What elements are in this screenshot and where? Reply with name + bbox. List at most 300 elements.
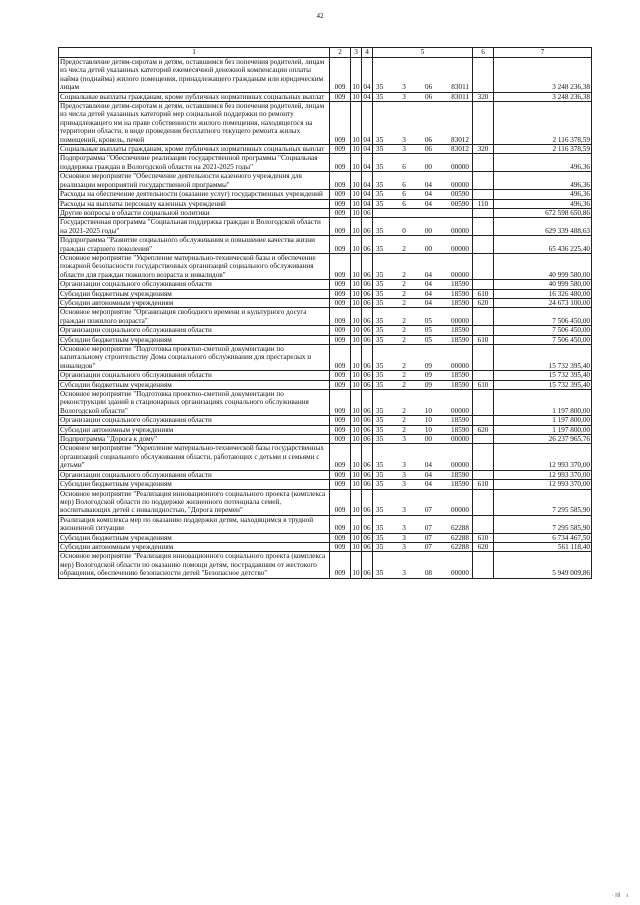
measure-code: 04 <box>424 190 432 199</box>
expense-type-code <box>473 236 494 254</box>
row-name: Основное мероприятие "Организация свободного времени и культурного досуга граждан пожилого возраста" <box>59 308 330 326</box>
expense-type-code: 620 <box>473 298 494 307</box>
expense-type-code <box>473 154 494 172</box>
amount: 15 732 395,40 <box>494 371 592 380</box>
row-name: Другие вопросы в области социальной политики <box>59 208 330 217</box>
row-name: Организации социального обслуживания области <box>59 326 330 335</box>
amount: 40 999 580,00 <box>494 253 592 279</box>
amount: 2 116 378,59 <box>494 102 592 145</box>
expense-type-code <box>473 489 494 515</box>
program-code: 35 <box>376 270 384 279</box>
row-name: Подпрограмма "Дорога к дому" <box>59 435 330 444</box>
row-name: Государственная программа "Социальная поддержка граждан в Вологодской области на 2021-2025 годы" <box>59 218 330 236</box>
target-article-parts <box>374 163 471 171</box>
amount: 7 295 585,90 <box>494 489 592 515</box>
amount: 12 993 370,00 <box>494 480 592 489</box>
amount: 12 993 370,00 <box>494 444 592 470</box>
program-code: 35 <box>376 506 384 515</box>
subsection-code: 06 <box>362 236 373 254</box>
row-name: Расходы на обеспечение деятельности (оказание услуг) государственных учреждений <box>59 190 330 199</box>
target-article-parts <box>374 93 471 101</box>
amount: 1 197 800,00 <box>494 390 592 416</box>
amount: 496,36 <box>494 154 592 172</box>
row-name: Основное мероприятие "Подготовка проектно-сметной документации по реконструкции зданий в стационарных организациях социального обслуживания Вологодской области" <box>59 390 330 416</box>
subsection-code: 06 <box>363 298 371 307</box>
measure-code: 08 <box>424 569 432 578</box>
subsection-code: 06 <box>363 425 371 434</box>
expense-type-code <box>473 326 494 335</box>
ministry-code: 009 <box>330 199 351 208</box>
expense-type-code <box>473 416 494 425</box>
target-article-code <box>373 218 473 236</box>
target-article-parts <box>374 534 471 542</box>
ministry-code: 009 <box>330 335 351 344</box>
measure-code: 05 <box>424 326 432 335</box>
measure-code: 04 <box>424 289 432 298</box>
target-article-parts <box>374 290 471 298</box>
measure-code: 06 <box>424 145 432 154</box>
measure-code: 00 <box>424 244 432 253</box>
target-article-parts <box>374 336 471 344</box>
target-article-code <box>373 542 473 551</box>
subsection-code: 06 <box>363 280 371 289</box>
expense-type-code <box>473 444 494 470</box>
row-name: Расходы на выплаты персоналу казенных учреждений <box>59 199 330 208</box>
target-article-code <box>373 444 473 470</box>
subsection-code: 04 <box>363 145 371 154</box>
subprogram-code: 3 <box>402 533 406 542</box>
program-code: 35 <box>376 470 384 479</box>
direction-code: 62288 <box>451 533 469 542</box>
target-article-parts <box>374 506 471 514</box>
subprogram-code: 2 <box>402 316 406 325</box>
direction-code: 00000 <box>451 244 469 253</box>
measure-code: 07 <box>424 524 432 533</box>
target-article-parts <box>374 280 471 288</box>
row-name: Субсидии бюджетным учреждениям <box>59 380 330 389</box>
subprogram-code: 2 <box>402 298 406 307</box>
table-row <box>59 480 592 489</box>
amount: 26 237 965,76 <box>494 435 592 444</box>
measure-code: 04 <box>424 199 432 208</box>
table-row <box>59 470 592 479</box>
target-article-code <box>373 92 473 101</box>
subsection-code: 06 <box>363 542 371 551</box>
expense-type-code <box>473 515 494 533</box>
expense-type-code <box>473 280 494 289</box>
measure-code: 09 <box>424 380 432 389</box>
target-article-parts <box>374 190 471 198</box>
subprogram-code: 3 <box>402 524 406 533</box>
row-name: Предоставление детям-сиротам и детям, оставшимся без попечения родителей, лицам из числа детей указанных категорий ежемесячной денежной компенсации оплаты найма (поднайма) жилого помещения, принадлежащего гражданам или юридическим лицам <box>59 58 330 93</box>
col-header-6: 6 <box>473 48 494 58</box>
direction-code: 18590 <box>451 335 469 344</box>
expense-type-code <box>473 218 494 236</box>
row-name: Субсидии бюджетным учреждениям <box>59 335 330 344</box>
program-code: 35 <box>376 425 384 434</box>
target-article-code <box>373 145 473 154</box>
subprogram-code: 2 <box>402 380 406 389</box>
expense-type-code <box>473 253 494 279</box>
ministry-code: 009 <box>330 145 351 154</box>
amount: 561 118,40 <box>494 542 592 551</box>
target-article-code <box>373 154 473 172</box>
subsection-code: 06 <box>363 416 371 425</box>
amount: 496,36 <box>494 172 592 190</box>
program-code: 35 <box>376 335 384 344</box>
target-article-code <box>373 470 473 479</box>
program-code: 35 <box>376 145 384 154</box>
program-code: 35 <box>376 524 384 533</box>
table-row <box>59 199 592 208</box>
section-code: 10 <box>351 253 362 279</box>
subprogram-code: 2 <box>402 280 406 289</box>
subsection-code: 06 <box>362 489 373 515</box>
direction-code: 83012 <box>451 135 469 144</box>
amount: 12 993 370,00 <box>494 470 592 479</box>
col-header-1: 1 <box>59 48 330 58</box>
table-row <box>59 289 592 298</box>
measure-code: 05 <box>424 316 432 325</box>
target-article-parts <box>374 461 471 469</box>
program-code: 35 <box>376 326 384 335</box>
target-article-code <box>373 289 473 298</box>
subprogram-code: 6 <box>402 199 406 208</box>
target-article-code <box>373 480 473 489</box>
target-article-parts <box>374 271 471 279</box>
row-name: Субсидии автономным учреждениям <box>59 542 330 551</box>
target-article-code <box>373 416 473 425</box>
program-code: 35 <box>376 533 384 542</box>
target-article-parts <box>374 524 471 532</box>
measure-code: 04 <box>424 461 432 470</box>
table-row <box>59 102 592 145</box>
program-code: 35 <box>376 180 384 189</box>
table-row <box>59 208 592 217</box>
subprogram-code: 3 <box>402 92 406 101</box>
direction-code: 62288 <box>451 524 469 533</box>
target-article-code <box>373 533 473 542</box>
expense-type-code <box>473 470 494 479</box>
program-code: 35 <box>376 190 384 199</box>
measure-code: 10 <box>424 425 432 434</box>
target-article-parts <box>374 569 471 577</box>
measure-code: 07 <box>424 542 432 551</box>
target-article-parts <box>374 543 471 551</box>
subprogram-code: 6 <box>402 162 406 171</box>
header-row <box>59 48 592 58</box>
measure-code: 04 <box>424 298 432 307</box>
ministry-code: 009 <box>330 326 351 335</box>
section-code: 10 <box>351 154 362 172</box>
target-article-parts <box>374 435 471 443</box>
table-row <box>59 335 592 344</box>
footer-mark: · ‖‖‖ ı <box>611 893 628 899</box>
measure-code: 06 <box>425 83 433 92</box>
table-row <box>59 280 592 289</box>
subsection-code: 04 <box>363 190 371 199</box>
subsection-code: 06 <box>363 480 371 489</box>
ministry-code: 009 <box>330 308 351 326</box>
table-row <box>59 92 592 101</box>
ministry-code: 009 <box>330 552 351 578</box>
col-header-3: 3 <box>351 48 362 58</box>
section-code: 10 <box>352 289 360 298</box>
table-row <box>59 425 592 434</box>
expense-type-code: 110 <box>473 199 494 208</box>
row-name: Субсидии бюджетным учреждениям <box>59 289 330 298</box>
subsection-code: 06 <box>363 289 371 298</box>
row-name: Социальные выплаты гражданам, кроме публичных нормативных социальных выплат <box>59 145 330 154</box>
target-article-code <box>373 489 473 515</box>
budget-table <box>58 47 592 579</box>
subsection-code: 06 <box>362 444 373 470</box>
amount: 1 197 800,00 <box>494 416 592 425</box>
program-code: 35 <box>376 199 384 208</box>
ministry-code: 009 <box>330 435 351 444</box>
subprogram-code: 3 <box>402 145 406 154</box>
expense-type-code <box>473 552 494 578</box>
direction-code: 00000 <box>451 361 469 370</box>
target-article-code <box>373 552 473 578</box>
measure-code: 07 <box>424 506 432 515</box>
subprogram-code: 3 <box>402 480 406 489</box>
amount: 15 732 395,40 <box>494 345 592 371</box>
table-row <box>59 380 592 389</box>
target-article-code <box>373 253 473 279</box>
expense-type-code <box>473 345 494 371</box>
measure-code: 00 <box>424 162 432 171</box>
measure-code: 10 <box>424 406 432 415</box>
subprogram-code: 3 <box>402 435 406 444</box>
table-row <box>59 154 592 172</box>
direction-code: 18590 <box>451 416 469 425</box>
measure-code: 06 <box>424 135 432 144</box>
target-article-code <box>373 390 473 416</box>
direction-code: 00000 <box>451 270 469 279</box>
direction-code: 00000 <box>451 180 469 189</box>
row-name: Основное мероприятие "Укрепление материально-технической базы и обеспечение пожарной безопасности государственных организаций социального обслуживания области для граждан пожилого возраста и инвалидов" <box>59 253 330 279</box>
target-article-code <box>373 380 473 389</box>
table-row <box>59 444 592 470</box>
target-article-parts <box>374 136 471 144</box>
section-code: 10 <box>352 470 360 479</box>
expense-type-code <box>473 102 494 145</box>
expense-type-code <box>473 190 494 199</box>
section-code: 10 <box>352 480 360 489</box>
target-article-parts <box>374 371 471 379</box>
target-article-parts <box>374 480 471 488</box>
ministry-code: 009 <box>330 208 351 217</box>
expense-type-code: 320 <box>473 92 494 101</box>
subprogram-code: 3 <box>402 542 406 551</box>
amount: 40 999 580,00 <box>494 280 592 289</box>
direction-code: 83011 <box>451 83 469 92</box>
section-code: 10 <box>352 371 360 380</box>
expense-type-code: 610 <box>473 480 494 489</box>
target-article-code <box>373 208 473 217</box>
target-article-code <box>373 172 473 190</box>
direction-code: 18590 <box>451 289 469 298</box>
page-number: 42 <box>316 12 324 20</box>
amount: 65 436 225,40 <box>494 236 592 254</box>
amount: 1 197 800,00 <box>494 425 592 434</box>
ministry-code: 009 <box>330 190 351 199</box>
row-name: Социальные выплаты гражданам, кроме публичных нормативных социальных выплат <box>59 92 330 101</box>
table-row <box>59 326 592 335</box>
table-row <box>59 253 592 279</box>
ministry-code: 009 <box>330 515 351 533</box>
program-code: 35 <box>376 280 384 289</box>
table-row <box>59 298 592 307</box>
measure-code: 09 <box>424 371 432 380</box>
target-article-parts <box>374 299 471 307</box>
program-code: 35 <box>376 569 384 578</box>
section-code: 10 <box>352 335 360 344</box>
direction-code: 00590 <box>451 199 469 208</box>
amount: 6 734 467,50 <box>494 533 592 542</box>
amount: 5 949 009,86 <box>494 552 592 578</box>
target-article-parts <box>374 471 471 479</box>
row-name: Основное мероприятие "Укрепление материально-технической базы государственных организаций социального обслуживания области, работающих с детьми и семьями с детьми" <box>59 444 330 470</box>
amount: 3 248 236,38 <box>494 92 592 101</box>
program-code: 35 <box>376 406 384 415</box>
ministry-code: 009 <box>330 102 351 145</box>
subsection-code: 06 <box>362 390 373 416</box>
direction-code: 18590 <box>451 326 469 335</box>
col-header-4: 4 <box>362 48 373 58</box>
ministry-code: 009 <box>330 480 351 489</box>
measure-code: 05 <box>424 335 432 344</box>
row-name: Подпрограмма "Обеспечение реализации государственной программы "Социальная поддержка граждан в Вологодской области на 2021-2025 годы" <box>59 154 330 172</box>
subsection-code: 06 <box>363 533 371 542</box>
program-code: 35 <box>376 298 384 307</box>
ministry-code: 009 <box>330 92 351 101</box>
subprogram-code: 2 <box>402 371 406 380</box>
program-code: 35 <box>376 542 384 551</box>
subsection-code: 06 <box>362 515 373 533</box>
program-code: 35 <box>376 461 384 470</box>
target-article-code <box>373 435 473 444</box>
section-code: 10 <box>351 102 362 145</box>
direction-code: 62288 <box>451 542 469 551</box>
target-article-code <box>373 298 473 307</box>
table-row <box>59 533 592 542</box>
program-code: 35 <box>376 162 384 171</box>
row-name: Субсидии бюджетным учреждениям <box>59 480 330 489</box>
row-name: Организации социального обслуживания области <box>59 371 330 380</box>
section-code: 10 <box>352 92 360 101</box>
section-code: 10 <box>351 236 362 254</box>
ministry-code: 009 <box>330 172 351 190</box>
expense-type-code <box>473 58 494 93</box>
ministry-code: 009 <box>330 253 351 279</box>
table-row <box>59 371 592 380</box>
amount: 7 506 450,00 <box>494 335 592 344</box>
direction-code: 18590 <box>451 380 469 389</box>
table-row <box>59 308 592 326</box>
subprogram-code: 2 <box>402 244 406 253</box>
ministry-code: 009 <box>330 470 351 479</box>
direction-code: 00000 <box>451 435 469 444</box>
amount: 7 295 585,90 <box>494 515 592 533</box>
subsection-code: 04 <box>362 172 373 190</box>
table-row <box>59 515 592 533</box>
target-article-parts <box>374 381 471 389</box>
expense-type-code <box>473 371 494 380</box>
section-code: 10 <box>351 345 362 371</box>
target-article-parts <box>374 145 471 153</box>
row-name: Основное мероприятие "Реализация инновационного социального проекта (комплекса мер) Вологодской области по поддержке жизненного потенциала семей, воспитывающих детей с инвалидностью, "Дорога перемен" <box>59 489 330 515</box>
ministry-code: 009 <box>330 425 351 434</box>
ministry-code: 009 <box>330 58 351 93</box>
amount: 496,36 <box>494 190 592 199</box>
subprogram-code: 2 <box>402 361 406 370</box>
table-row <box>59 145 592 154</box>
section-code: 10 <box>352 533 360 542</box>
direction-code: 18590 <box>451 425 469 434</box>
program-code: 35 <box>376 480 384 489</box>
subprogram-code: 3 <box>402 461 406 470</box>
table-row <box>59 345 592 371</box>
col-header-7: 7 <box>494 48 592 58</box>
target-article-parts <box>374 416 471 424</box>
section-code: 10 <box>351 444 362 470</box>
subprogram-code: 2 <box>402 270 406 279</box>
program-code: 35 <box>376 380 384 389</box>
direction-code: 00000 <box>451 406 469 415</box>
row-name: Субсидии автономным учреждениям <box>59 425 330 434</box>
ministry-code: 009 <box>330 154 351 172</box>
subprogram-code: 2 <box>402 416 406 425</box>
subsection-code: 06 <box>362 218 373 236</box>
ministry-code: 009 <box>330 533 351 542</box>
section-code: 10 <box>352 145 360 154</box>
row-name: Организации социального обслуживания области <box>59 470 330 479</box>
program-code: 35 <box>376 244 384 253</box>
target-article-parts <box>374 245 471 253</box>
target-article-parts <box>374 326 471 334</box>
subprogram-code: 6 <box>402 190 406 199</box>
subsection-code: 04 <box>363 199 371 208</box>
ministry-code: 009 <box>330 298 351 307</box>
row-name: Предоставление детям-сиротам и детям, оставшимся без попечения родителей, лицам из числа детей указанных категорий мер социальной поддержки по ремонту принадлежащего им на праве собственности жилого помещения, находящегося на территории области, в виде проведения бесплатного текущего ремонта жилых помещений, кровель, печей <box>59 102 330 145</box>
col-header-2: 2 <box>330 48 351 58</box>
table-row <box>59 390 592 416</box>
subprogram-code: 2 <box>402 406 406 415</box>
program-code: 35 <box>376 416 384 425</box>
subprogram-code: 2 <box>402 425 406 434</box>
subprogram-code: 3 <box>402 470 406 479</box>
direction-code: 83011 <box>451 92 469 101</box>
subsection-code: 06 <box>362 345 373 371</box>
measure-code: 09 <box>424 361 432 370</box>
target-article-code <box>373 371 473 380</box>
direction-code: 00000 <box>451 162 469 171</box>
subsection-code: 06 <box>363 371 371 380</box>
row-name: Основное мероприятие "Подготовка проектно-сметной документации по капитальному строительству Дома социального обслуживания для престарелых и инвалидов" <box>59 345 330 371</box>
subsection-code: 06 <box>363 470 371 479</box>
subsection-code: 06 <box>363 335 371 344</box>
program-code: 35 <box>376 135 384 144</box>
expense-type-code: 610 <box>473 289 494 298</box>
section-code: 10 <box>351 390 362 416</box>
measure-code: 00 <box>424 435 432 444</box>
measure-code: 10 <box>424 416 432 425</box>
target-article-parts <box>374 362 471 370</box>
ministry-code: 009 <box>330 489 351 515</box>
ministry-code: 009 <box>330 280 351 289</box>
